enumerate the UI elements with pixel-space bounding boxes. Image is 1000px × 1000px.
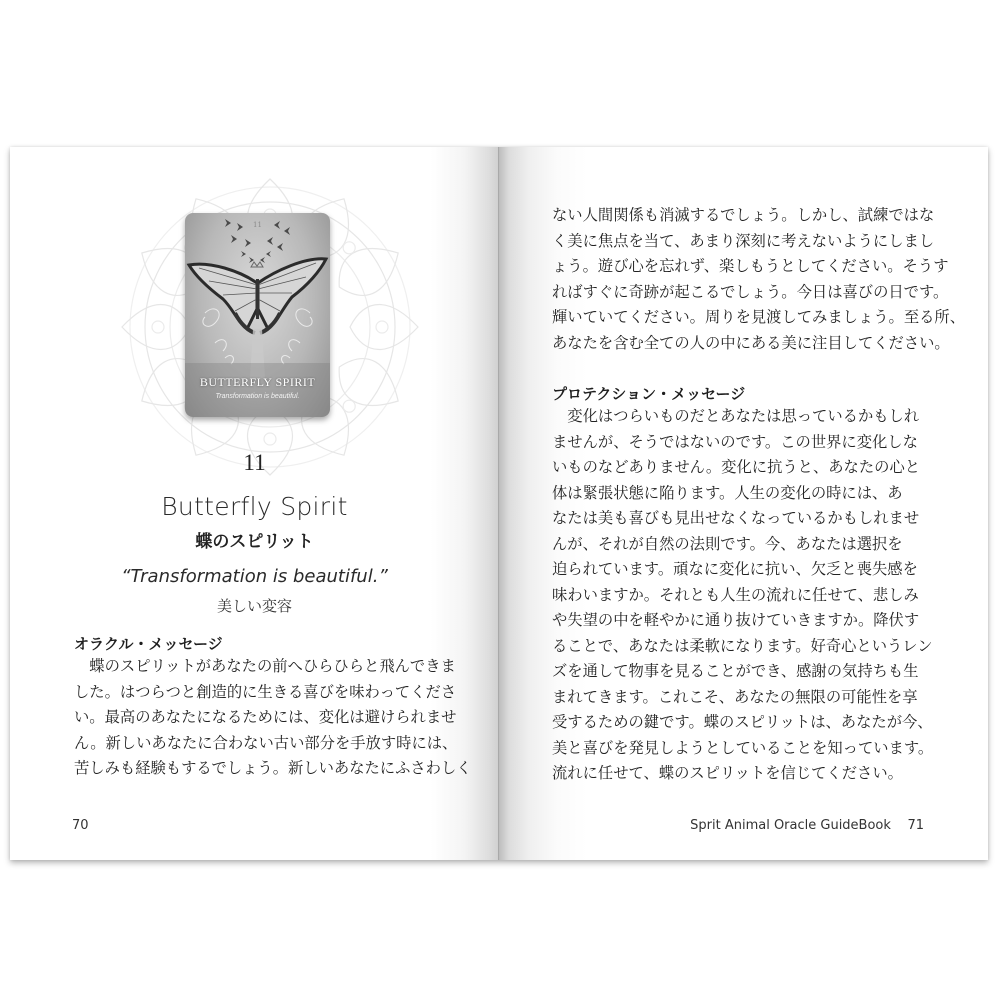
body-line: 味わいますか。それとも人生の流れに任せて、悲しみ	[552, 585, 919, 604]
body-line: ればすぐに奇跡が起こるでしょう。今日は喜びの日です。	[552, 282, 949, 301]
oracle-message-heading: オラクル・メッセージ	[74, 635, 223, 653]
body-line: ん。新しいあなたに合わない古い部分を手放す時には、	[74, 733, 458, 752]
body-line: ることで、あなたは柔軟になります。好奇心というレン	[552, 636, 933, 655]
body-line: ズを通して物事を見ることができ、感謝の気持ちも生	[552, 662, 919, 680]
oracle-card-image	[185, 213, 330, 417]
card-name-japanese: 蝶のスピリット	[195, 532, 314, 552]
body-line: 苦しみも経験もするでしょう。新しいあなたにふさわしく	[74, 759, 472, 777]
card-image-title: BUTTERFLY SPIRIT	[199, 375, 316, 389]
body-line: 蝶のスピリットがあなたの前へひらひらと飛んできま	[74, 657, 456, 675]
card-number: 11	[243, 450, 266, 475]
card-image-subtitle: Transformation is beautiful.	[215, 393, 300, 400]
keyword-japanese: 美しい変容	[216, 597, 292, 615]
card-name-english: Butterfly Spirit	[161, 492, 348, 521]
card-image-number: 11	[253, 221, 262, 229]
keyword-english: “Transformation is beautiful.”	[121, 566, 388, 587]
body-line: 流れに任せて、蝶のスピリットを信じてください。	[552, 764, 903, 782]
page-number-right: 71	[907, 818, 924, 833]
body-line: 迫られています。頑なに変化に抗い、欠乏と喪失感を	[552, 560, 918, 578]
body-line: 美と喜びを発見しようとしていることを知っています。	[552, 738, 934, 757]
body-line: 輝いていてください。周りを見渡してみましょう。至る所、	[552, 308, 966, 326]
body-line: や失望の中を軽やかに通り抜けていきますか。降伏す	[552, 611, 920, 629]
body-line: 変化はつらいものだとあなたは思っているかもしれ	[552, 407, 920, 425]
right-page	[499, 147, 988, 860]
protection-message-heading: プロテクション・メッセージ	[552, 385, 746, 403]
body-line: く美に焦点を当て、あまり深刻に考えないようにしまし	[552, 231, 935, 250]
continued-message-body	[552, 203, 965, 356]
protection-message-body	[552, 404, 933, 787]
body-line: 体は緊張状態に陥ります。人生の変化の時には、あ	[552, 483, 903, 502]
body-line: あなたを含む全ての人の中にある美に注目してください。	[552, 333, 950, 352]
body-line: まれてきます。これこそ、あなたの無限の可能性を享	[552, 687, 918, 706]
oracle-message-body	[74, 654, 472, 782]
body-line: ませんが、そうではないのです。この世界に変化しな	[552, 432, 918, 451]
left-page	[10, 147, 499, 860]
body-line: い。最高のあなたになるためには、変化は避けられませ	[74, 708, 457, 726]
page-footer	[690, 818, 924, 833]
body-line: ない人間関係も消滅するでしょう。しかし、試練ではな	[552, 206, 935, 224]
open-book	[10, 147, 988, 860]
page-number-left: 70	[72, 818, 89, 833]
body-line: した。はつらつと創造的に生きる喜びを味わってくださ	[74, 682, 457, 701]
body-line: いものなどありません。変化に抗うと、あなたの心と	[552, 458, 921, 476]
body-line: ょう。遊び心を忘れず、楽しもうとしてください。そうす	[552, 257, 949, 275]
book-title-footer: Sprit Animal Oracle GuideBook	[690, 818, 891, 833]
body-line: なたは美も喜びも見出せなくなっているかもしれませ	[552, 509, 920, 527]
body-line: 受するための鍵です。蝶のスピリットは、あなたが今、	[552, 713, 933, 731]
body-line: んが、それが自然の法則です。今、あなたは選択を	[552, 534, 903, 553]
